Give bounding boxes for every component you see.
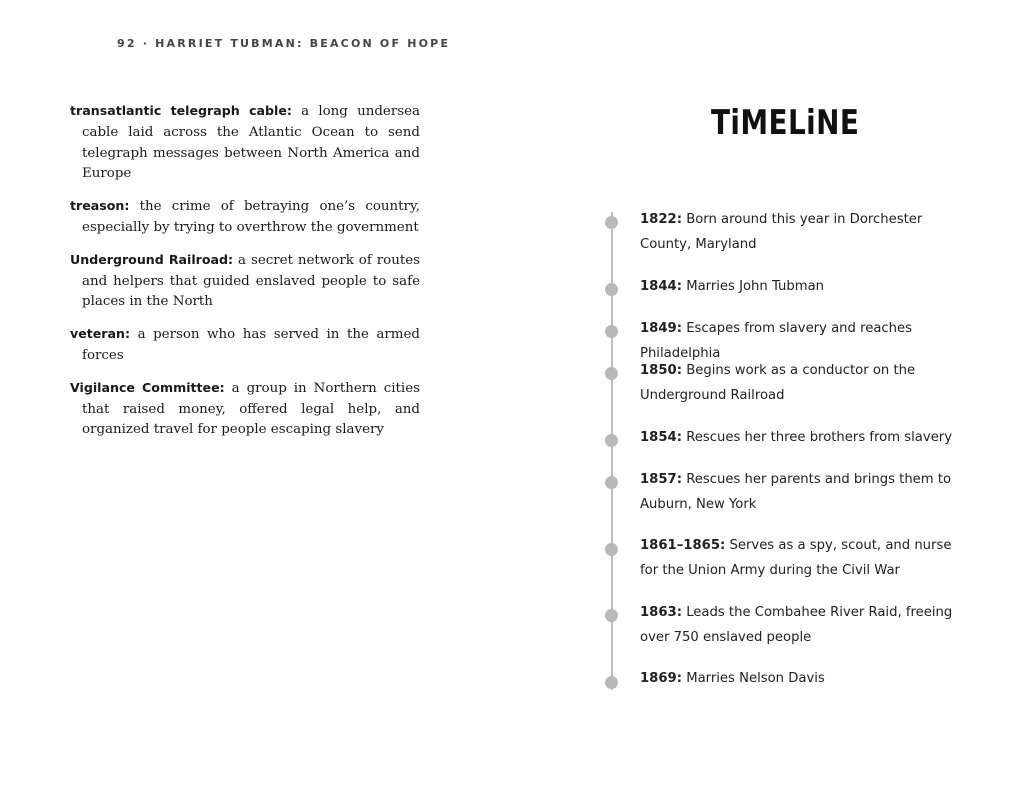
timeline-year: 1861–1865: [640,538,726,553]
timeline-description: Serves as a spy, scout, and nurse for the Union Army during the Civil War [640,538,952,578]
timeline-event-text [640,359,960,408]
timeline-dot [605,676,618,689]
timeline-event-text [640,667,960,692]
glossary-entry [70,250,420,313]
timeline-dot [605,434,618,447]
timeline-year: 1863: [640,605,682,620]
running-head: 92 · HARRIET TUBMAN: BEACON OF HOPE [117,37,451,50]
glossary-definition: a group in Northern cities that raised money, offered legal help, and organized travel for people escaping slavery [82,380,420,438]
timeline-description: Born around this year in Dorchester County, Maryland [640,212,923,252]
timeline-dot [605,476,618,489]
timeline-description: Begins work as a conductor on the Underground Railroad [640,363,916,403]
glossary-term: veteran: [70,326,131,342]
timeline-year: 1849: [640,321,682,336]
timeline-description: Escapes from slavery and reaches Philadelphia [640,321,913,361]
timeline-year: 1857: [640,472,682,487]
timeline-event-text [640,426,960,451]
timeline-description: Marries John Tubman [686,279,825,294]
glossary-definition: the crime of betraying one’s country, especially by trying to overthrow the government [82,199,421,235]
glossary-definition: a long undersea cable laid across the Atlantic Ocean to send telegraph messages between North America and Europe [82,104,420,182]
timeline-description: Marries Nelson Davis [686,671,825,686]
timeline-dot [605,367,618,380]
timeline-dot [605,543,618,556]
glossary-entry [70,196,420,239]
timeline-title: TiMELiNE [711,103,860,143]
glossary-entry [70,324,420,367]
glossary-term: Underground Railroad: [70,251,234,267]
timeline-dot [605,283,618,296]
timeline-event-text [640,208,960,257]
glossary-list [70,101,420,452]
glossary-term: transatlantic telegraph cable: [70,103,292,118]
glossary-entry [70,101,420,185]
glossary-term: treason: [70,198,130,214]
timeline-event-text [640,468,960,517]
timeline-year: 1854: [640,430,682,445]
timeline-dot [605,609,618,622]
timeline-event-text [640,534,960,583]
timeline-event-text [640,275,960,300]
glossary-term: Vigilance Committee: [70,379,225,395]
glossary-definition: a secret network of routes and helpers that guided enslaved people to safe places in the North [82,252,420,310]
glossary-definition: a person who has served in the armed forces [82,327,420,363]
glossary-entry [70,378,420,441]
timeline-year: 1869: [640,671,682,686]
timeline-description: Rescues her three brothers from slavery [686,430,953,445]
timeline-year: 1844: [640,279,682,294]
timeline-description: Rescues her parents and brings them to Auburn, New York [640,472,952,512]
timeline-dot [605,325,618,338]
timeline-year: 1850: [640,363,682,378]
timeline-dot [605,216,618,229]
timeline-year: 1822: [640,212,682,227]
timeline-event-text [640,601,960,650]
timeline-description: Leads the Combahee River Raid, freeing over 750 enslaved people [640,605,953,645]
